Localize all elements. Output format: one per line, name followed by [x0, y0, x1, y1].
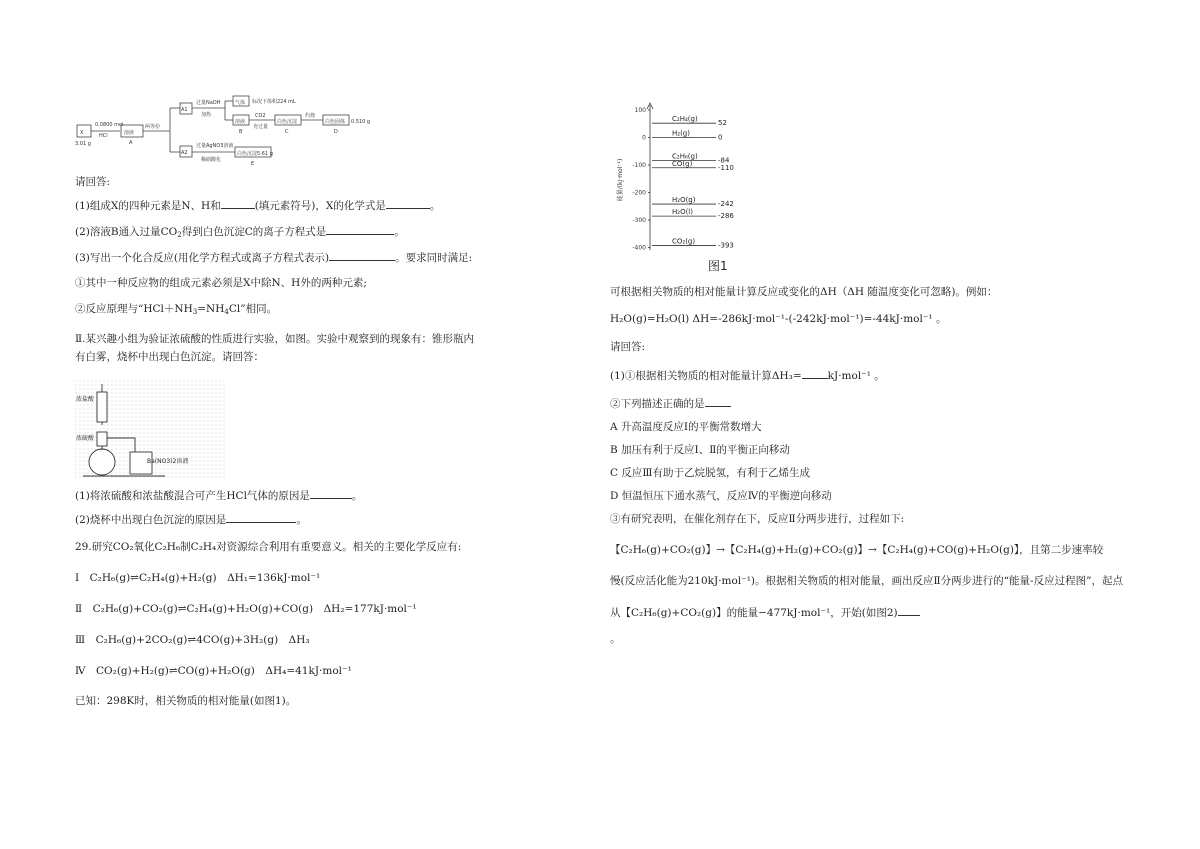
energy-level-name: H₂(g)	[672, 129, 690, 138]
energy-level-value: -110	[718, 163, 734, 172]
q3-r2-a: ②反应原理与“HCl＋NH	[75, 303, 193, 315]
energy-level-value: -286	[718, 212, 734, 221]
q3-part-a: (3)写出一个化合反应(用化学方程式或离子方程式表示)	[75, 252, 330, 264]
flow-e-label: E	[251, 161, 255, 165]
flow-x: X	[80, 130, 84, 136]
flow-x-mass: 3.01 g	[75, 141, 91, 147]
known-data: 已知：298K时，相关物质的相对能量(如图1)。	[75, 695, 297, 707]
q1-blank-1[interactable]	[221, 198, 255, 209]
q3-requirement-1: ①其中一种反应物的组成元素必须是X中除N、H外的两种元素;	[75, 277, 367, 289]
q3-r2-b: =NH	[197, 303, 225, 315]
q3-r2-c: Cl”相同。	[228, 303, 278, 315]
q2-choice-blank[interactable]	[705, 396, 731, 407]
right-text-9	[610, 605, 920, 620]
flow-node-a: A	[129, 140, 133, 146]
label-conc-hcl: 浓盐酸	[76, 396, 95, 403]
question-3	[75, 250, 472, 265]
energy-level-value: -393	[718, 241, 734, 250]
energy-level-name: H₂O(g)	[672, 196, 696, 205]
flow-a1: A1	[181, 107, 188, 113]
energy-level-value: 0	[718, 133, 723, 142]
q2-sub: 2	[177, 231, 182, 239]
q2-part-b: 得到白色沉淀C的离子方程式是	[181, 226, 327, 238]
fig2-blank[interactable]	[898, 605, 920, 616]
energy-level-value: 52	[718, 119, 727, 128]
q1-part-a: (1)组成X的四种元素是N、H和	[75, 200, 221, 212]
option-a: A 升高温度反应Ⅰ的平衡常数增大	[610, 421, 762, 433]
flow-solid-d: 白色固体	[325, 119, 346, 125]
p1-b: 。	[351, 490, 363, 502]
flow-co2-top: CO2	[255, 113, 266, 119]
question-29: 29.研究CO₂氧化C₂H₆制C₂H₄对资源综合利用有重要意义。相关的主要化学反应有:	[75, 541, 462, 553]
right-text-3: 请回答:	[610, 341, 646, 353]
energy-level-name: C₂H₆(g)	[672, 152, 698, 161]
option-b: B 加压有利于反应Ⅰ、Ⅱ的平衡正向移动	[610, 444, 790, 456]
energy-level-value: -84	[718, 156, 730, 165]
q1-part-b: (填元素符号)，X的化学式是	[254, 200, 386, 212]
q3-part-b: 。要求同时满足:	[395, 252, 473, 264]
flow-diagram	[75, 95, 385, 165]
t4-b: kJ·mol⁻¹ 。	[827, 370, 885, 382]
q2-blank[interactable]	[326, 224, 394, 235]
apparatus-figure	[75, 380, 225, 480]
fig1-tick-label: -100	[632, 162, 646, 169]
flow-ppt-c: 白色沉淀	[277, 119, 298, 125]
flow-ppt-e: 白色沉淀5.61 g	[237, 151, 273, 157]
flow-top-step-bottom: 加热	[201, 112, 212, 118]
option-d: D 恒温恒压下通水蒸气，反应Ⅳ的平衡逆向移动	[610, 490, 832, 502]
reaction-4: Ⅳ CO₂(g)+H₂(g)⇌CO(g)+H₂O(g) ΔH₄=41kJ·mol⁻¹	[75, 665, 352, 677]
fig1-tick-label: 0	[642, 134, 646, 142]
flow-solution: 溶液	[124, 130, 135, 136]
flow-bottom-step-bottom: 稀硝酸化	[201, 157, 222, 163]
reaction-2: Ⅱ C₂H₆(g)+CO₂(g)⇌C₂H₄(g)+H₂O(g)+CO(g) ΔH₂=177kJ·mol⁻¹	[75, 603, 417, 615]
q1-blank-2[interactable]	[386, 198, 430, 209]
flow-ignite: 灼烧	[305, 113, 316, 119]
t5: ②下列描述正确的是	[610, 398, 705, 410]
flow-bottom-step-top: 过量AgNO3溶液	[196, 143, 234, 149]
flow-co2-bottom: 充过量	[253, 124, 269, 130]
question-1	[75, 198, 440, 213]
reaction-1: Ⅰ C₂H₆(g)⇌C₂H₄(g)+H₂(g) ΔH₁=136kJ·mol⁻¹	[75, 572, 321, 584]
right-q1	[610, 368, 885, 383]
q3-blank[interactable]	[329, 250, 395, 261]
t9-a: 从【C₂H₆(g)+CO₂(g)】的能量−477kJ·mol⁻¹，开始(如图2)	[610, 607, 898, 619]
q2-part-a: (2)溶液B通入过量CO	[75, 226, 178, 238]
flow-reagent1-bottom: HCl	[99, 133, 108, 139]
part-2-intro: Ⅱ.某兴趣小组为验证浓硫酸的性质进行实验，如图。实验中观察到的现象有：锥形瓶内有白雾，烧杯中出现白色沉淀。请回答：	[75, 333, 474, 363]
please-answer-1: 请回答:	[75, 176, 111, 188]
reaction-3: Ⅲ C₂H₆(g)+2CO₂(g)⇌4CO(g)+3H₂(g) ΔH₃	[75, 634, 310, 646]
fig1-caption: 图1	[708, 259, 728, 273]
t4-a: (1)①根据相关物质的相对能量计算ΔH₃=	[610, 370, 802, 382]
flow-top-step-top: 过量NaOH	[196, 100, 221, 106]
fig1-tick-label: 100	[634, 107, 646, 114]
label-conc-h2so4: 浓硫酸	[76, 435, 95, 442]
fig1-tick-label: -300	[632, 217, 646, 224]
flow-d-label: D	[334, 129, 338, 135]
flow-b-label: B	[239, 129, 243, 135]
right-text-6: ③有研究表明，在催化剂存在下，反应Ⅱ分两步进行，过程如下:	[610, 513, 905, 525]
flow-split: 两等份	[145, 124, 161, 130]
flow-reagent1-top: 0.0800 mol	[95, 122, 124, 128]
energy-level-value: -242	[718, 200, 734, 209]
fig1-y-axis-label: 能量/(kJ·mol⁻¹)	[617, 158, 624, 202]
fig1-tick-label: -400	[632, 244, 646, 252]
label-ba-nitrate: Ba(NO3)2溶液	[147, 458, 189, 465]
flow-d-mass: 0.510 g	[351, 119, 371, 125]
part2-q2	[75, 512, 307, 527]
p2-blank[interactable]	[226, 512, 296, 523]
energy-figure-1	[610, 100, 760, 276]
energy-level-name: C₂H₄(g)	[672, 115, 698, 124]
q3-r2-sub2: 4	[224, 308, 229, 316]
right-text-10: 。	[610, 633, 621, 645]
flow-a2: A2	[181, 150, 188, 156]
question-2	[75, 224, 405, 239]
flow-c-label: C	[285, 129, 289, 135]
flow-gas-note: 标况下体积224 mL	[252, 99, 296, 105]
q3-requirement-2	[75, 302, 277, 316]
p2-a: (2)烧杯中出现白色沉淀的原因是	[75, 514, 227, 526]
right-q2	[610, 396, 731, 411]
p1-a: (1)将浓硫酸和浓盐酸混合可产生HCl气体的原因是	[75, 490, 310, 502]
flow-gas: 气体	[235, 100, 246, 106]
energy-level-name: CO₂(g)	[672, 237, 696, 246]
q1-part-c: 。	[429, 200, 441, 212]
p2-b: 。	[296, 514, 307, 526]
dh3-blank[interactable]	[802, 368, 828, 379]
part2-q1	[75, 488, 362, 503]
right-text-8: 慢(反应活化能为210kJ·mol⁻¹)。根据相关物质的相对能量，画出反应Ⅱ分两步进行的“能量-反应过程图”，起点	[610, 575, 1123, 587]
energy-level-name: H₂O(l)	[672, 208, 693, 217]
p1-blank[interactable]	[310, 488, 352, 499]
flow-sol-b: 溶液	[235, 119, 246, 125]
q2-part-c: 。	[394, 226, 405, 238]
q3-r2-sub1: 3	[192, 308, 198, 316]
right-text-7: 【C₂H₆(g)+CO₂(g)】→【C₂H₄(g)+H₂(g)+CO₂(g)】→【C₂H₄(g)+CO(g)+H₂O(g)】，且第二步速率较	[610, 544, 1104, 556]
energy-level-name: CO(g)	[672, 159, 693, 168]
fig1-tick-label: -200	[632, 189, 646, 197]
right-text-1: 可根据相关物质的相对能量计算反应或变化的ΔH（ΔH 随温度变化可忽略)。例如：	[610, 286, 998, 298]
option-c: C 反应Ⅲ有助于乙烷脱氢，有利于乙烯生成	[610, 467, 810, 479]
right-text-2: H₂O(g)=H₂O(l) ΔH=-286kJ·mol⁻¹-(-242kJ·mol⁻¹)=-44kJ·mol⁻¹ 。	[610, 313, 947, 325]
